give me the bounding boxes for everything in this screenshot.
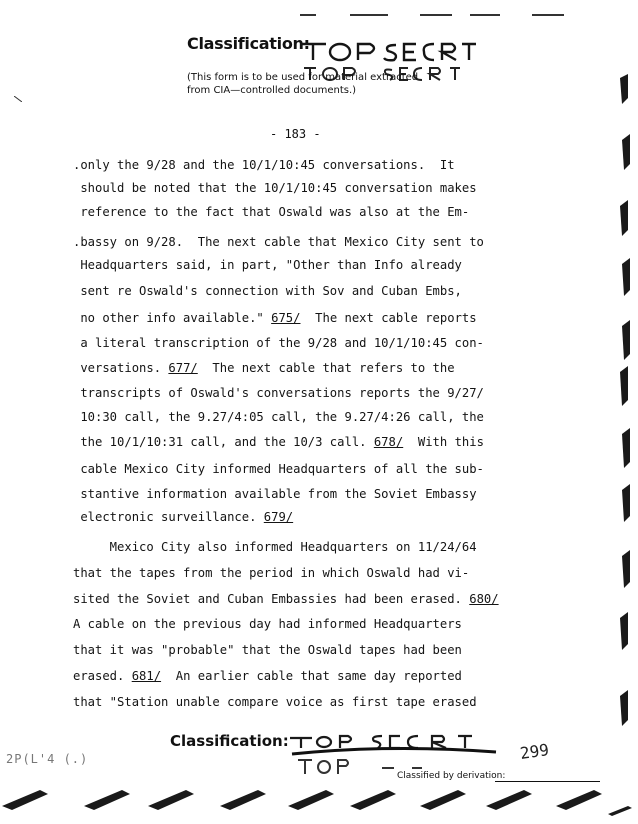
footer-left-code: 2P(L'4 (.) xyxy=(6,752,89,766)
header-classification-label: Classification: xyxy=(187,34,310,53)
body-line: .only the 9/28 and the 10/1/10:45 conversations. It xyxy=(73,158,455,172)
body-line-tail: With this xyxy=(403,435,484,449)
body-line-text: electronic surveillance. xyxy=(73,510,264,524)
footnote-681: 681/ xyxy=(131,669,162,683)
footnote-675: 675/ xyxy=(271,311,301,325)
body-line-tail: The next cable that refers to the xyxy=(197,361,455,375)
body-line: sent re Oswald's connection with Sov and Cuban Embs, xyxy=(73,284,462,298)
edge-tick-mark xyxy=(14,96,22,102)
footnote-678: 678/ xyxy=(373,435,404,449)
body-line: a literal transcription of the 9/28 and 10/1/10:45 con- xyxy=(73,336,484,350)
body-line-text: no other info available." xyxy=(73,311,272,325)
body-line: Mexico City also informed Headquarters on 11/24/64 xyxy=(73,540,477,554)
body-line: cable Mexico City informed Headquarters of all the sub- xyxy=(73,462,484,476)
body-line: that the tapes from the period in which Oswald had vi- xyxy=(73,566,470,580)
body-line-with-footnote xyxy=(73,510,293,524)
body-line-with-footnote xyxy=(73,669,462,683)
form-note-line-1: (This form is to be used for material extracted xyxy=(187,72,419,83)
body-line-text: erased. xyxy=(73,669,132,683)
right-margin-scan-marks xyxy=(598,70,638,730)
body-line: that "Station unable compare voice as first tape erased xyxy=(73,695,477,709)
body-line: transcripts of Oswald's conversations reports the 9/27/ xyxy=(73,386,484,400)
body-line-with-footnote xyxy=(73,435,484,449)
top-edge-dashes xyxy=(300,14,620,20)
body-line-text: the 10/1/10:31 call, and the 10/3 call. xyxy=(73,435,374,449)
document-number: 299 xyxy=(518,740,551,763)
footnote-677: 677/ xyxy=(168,361,198,375)
body-line: .bassy on 9/28. The next cable that Mexico City sent to xyxy=(73,235,484,249)
footnote-679: 679/ xyxy=(263,510,294,524)
body-line-text: sited the Soviet and Cuban Embassies had been erased. xyxy=(73,592,470,606)
body-line: Headquarters said, in part, "Other than Info already xyxy=(73,258,462,272)
body-line-with-footnote xyxy=(73,361,455,375)
body-line: stantive information available from the Soviet Embassy xyxy=(73,487,477,501)
body-line: 10:30 call, the 9.27/4:05 call, the 9.27/4:26 call, the xyxy=(73,410,484,424)
derivation-label: Classified by derivation: xyxy=(397,771,506,781)
body-line: that it was "probable" that the Oswald tapes had been xyxy=(73,643,462,657)
body-line: A cable on the previous day had informed Headquarters xyxy=(73,617,462,631)
body-line-tail: The next cable reports xyxy=(300,311,477,325)
page-number: - 183 - xyxy=(270,127,321,141)
form-note-line-2: from CIA—controlled documents.) xyxy=(187,85,357,96)
form-usage-note xyxy=(187,71,487,97)
bottom-edge-scan-marks xyxy=(0,780,638,824)
body-line: should be noted that the 10/1/10:45 conversation makes xyxy=(73,181,477,195)
body-line-text: versations. xyxy=(73,361,169,375)
body-line-tail: An earlier cable that same day reported xyxy=(161,669,462,683)
footer-classification-label: Classification: xyxy=(170,732,289,750)
footnote-680: 680/ xyxy=(469,592,499,606)
body-line-with-footnote xyxy=(73,311,477,325)
body-line: reference to the fact that Oswald was also at the Em- xyxy=(73,205,470,219)
body-line-with-footnote xyxy=(73,592,499,606)
